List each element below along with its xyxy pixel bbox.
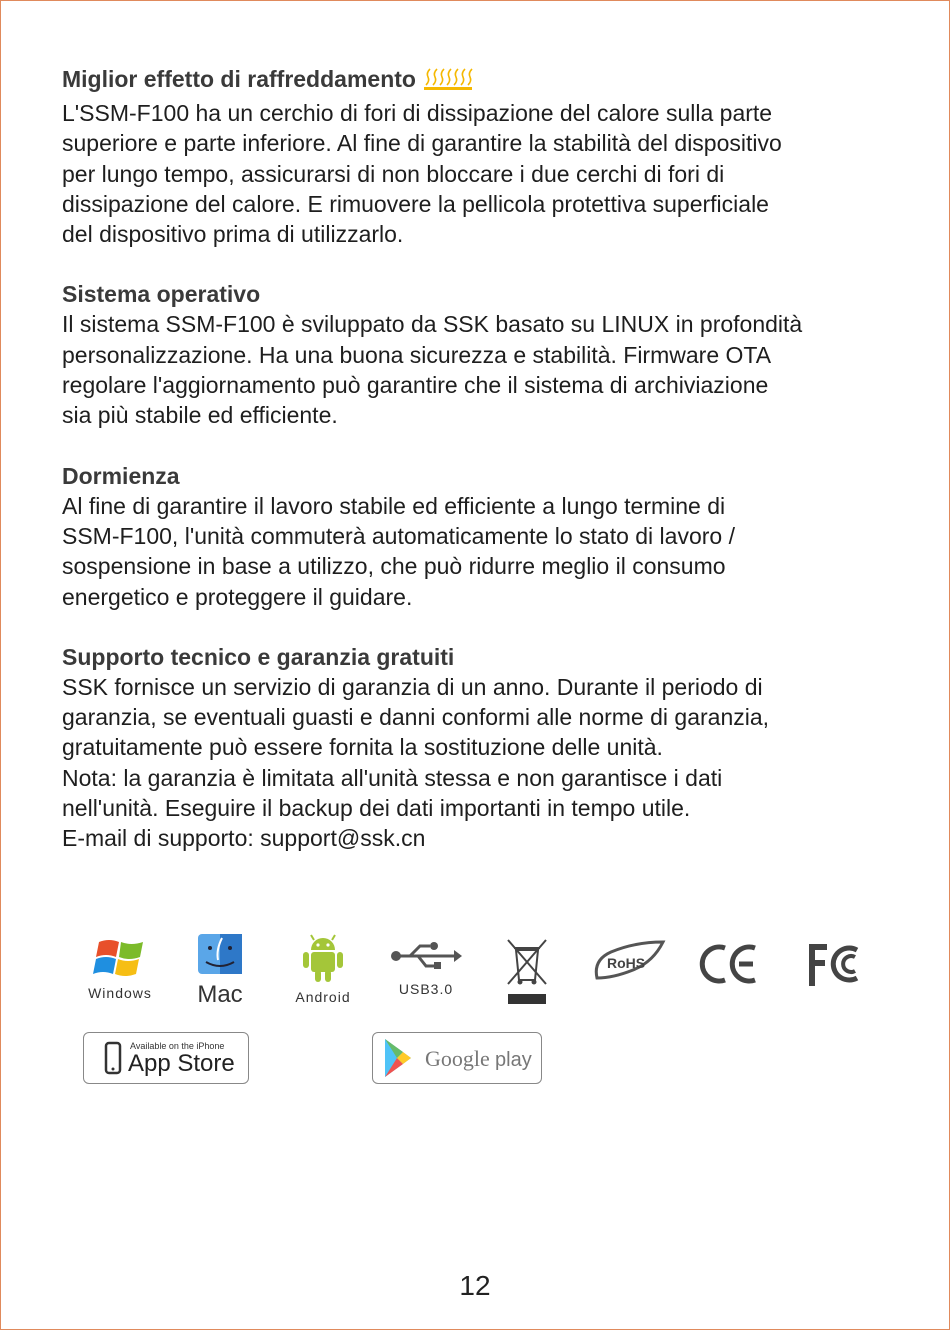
google-play-brand: Google: [425, 1046, 490, 1071]
section-title-cooling: Miglior effetto di raffreddamento: [62, 64, 902, 98]
google-play-badge[interactable]: [372, 1032, 542, 1084]
usb-trident-icon: [388, 936, 464, 976]
mac-logo: [186, 932, 254, 1009]
section-title-sleep: Dormienza: [62, 462, 180, 489]
section-text-os: Il sistema SSM-F100 è sviluppato da SSK basato su LINUX in profondità personalizzazione. Ha una buona sicurezza e stabilità. Firmware OTA regolare l'aggiornamento può garantire che il sistema di archiviazione sia più stabile ed efficiente.: [62, 311, 803, 429]
app-store-big-text: App Store: [128, 1050, 235, 1077]
ce-logo: [698, 942, 762, 991]
document-body: [62, 64, 902, 884]
section-text-cooling: L'SSM-F100 ha un cerchio di fori di dissipazione del calore sulla parte superiore e parte inferiore. Al fine di garantire la stabilità del dispositivo per lungo tempo, assicurarsi di non bloccare i due cerchi di fori di dissipazione del calore. E rimuovere la pellicola protettiva superficiale del dispositivo prima di utilizzarlo.: [62, 100, 782, 248]
section-title-support: Supporto tecnico e garanzia gratuiti: [62, 643, 455, 670]
section-sleep: [62, 461, 902, 612]
heat-dissipation-icon: [422, 65, 474, 98]
section-text-support: SSK fornisce un servizio di garanzia di un anno. Durante il periodo di garanzia, se eventuali guasti e danni conformi alle norme di garanzia, gratuitamente può essere fornita la sostituzione delle unità. Nota: la garanzia è limitata all'unità stessa e non garantisce i dati nell'unità. Eseguire il backup dei dati importanti in tempo utile. E-mail di supporto: support@ssk.cn: [62, 673, 770, 852]
windows-logo: [80, 934, 160, 1001]
page-number: 12: [459, 1270, 491, 1301]
fcc-logo: [804, 940, 864, 993]
rohs-text: RoHS: [607, 955, 646, 971]
section-os: [62, 279, 902, 430]
google-play-word: play: [495, 1049, 532, 1071]
section-cooling: [62, 64, 902, 249]
rohs-leaf-icon: [591, 938, 667, 984]
android-logo: [286, 932, 360, 1005]
ce-mark-icon: [699, 942, 761, 986]
windows-icon: [93, 934, 147, 980]
mac-finder-icon: [196, 932, 244, 976]
rohs-logo: [590, 938, 668, 989]
app-store-badge[interactable]: [83, 1032, 249, 1084]
windows-label: Windows: [88, 985, 152, 1001]
fcc-mark-icon: [805, 940, 863, 988]
section-text-sleep: Al fine di garantire il lavoro stabile ed efficiente a lungo termine di SSM-F100, l'unità commuterà automaticamente lo stato di lavoro / sospensione in base a utilizzo, che può ridurre meglio il consumo energetico e proteggere il guidare.: [62, 492, 735, 610]
android-robot-icon: [298, 932, 348, 984]
app-store-graphic: [84, 1033, 248, 1083]
usb-logo: [386, 936, 466, 997]
weee-logo: [502, 936, 552, 1009]
android-label: Android: [295, 989, 351, 1005]
usb-label: USB3.0: [398, 981, 454, 997]
weee-bin-icon: [504, 936, 550, 1004]
section-title-os: Sistema operativo: [62, 281, 261, 308]
compatibility-logos: [78, 928, 878, 1018]
section-support: [62, 642, 902, 854]
google-play-triangle-icon: [385, 1039, 411, 1077]
mac-label: Mac: [197, 981, 243, 1008]
google-play-graphic: [373, 1033, 541, 1083]
app-store-small-text: Available on the iPhone: [130, 1041, 225, 1051]
